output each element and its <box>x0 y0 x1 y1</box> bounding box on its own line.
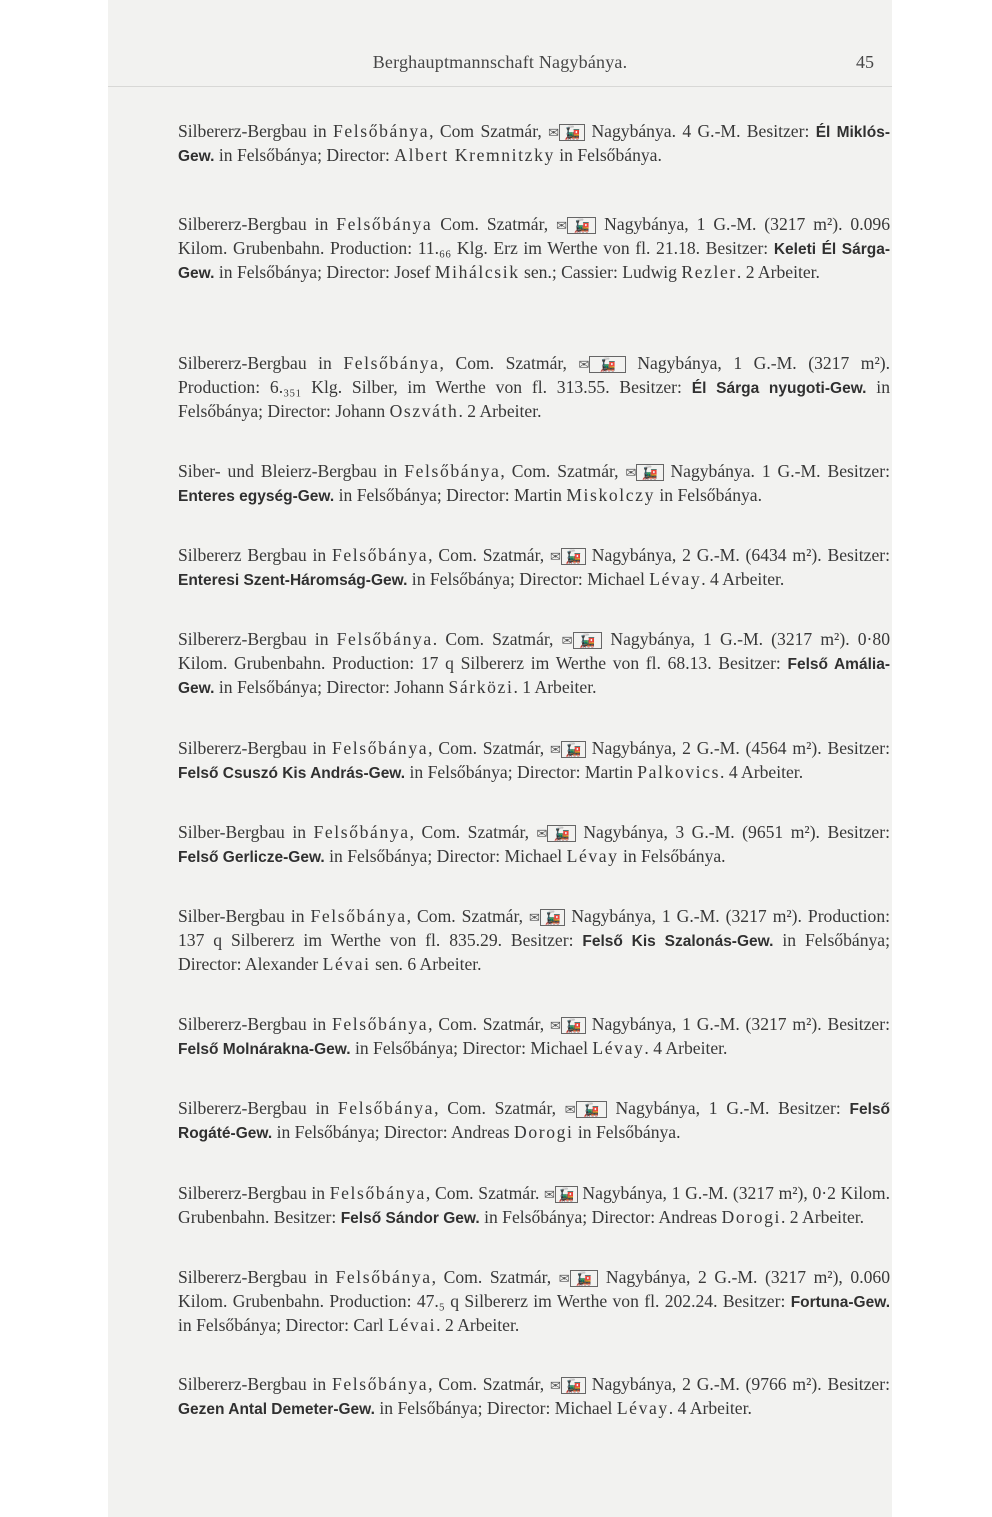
entry-text: . 4 Arbeiter. <box>644 1038 728 1058</box>
place-name: Felsőbánya <box>336 629 433 649</box>
railway-station-icon: 🚂 <box>555 1186 578 1203</box>
post-office-icon: ✉ <box>548 125 560 140</box>
entry-text: , Com. Szatmár, <box>428 738 550 758</box>
place-name: Felsőbánya <box>313 822 410 842</box>
entry-text: in Felsőbánya. <box>554 145 662 165</box>
person-name: Lévai <box>322 954 371 974</box>
owner-name: Fortuna-Gew. <box>790 1294 890 1311</box>
entry-text: in Felsőbánya; Director: Josef <box>214 262 435 282</box>
mine-entry <box>178 352 890 422</box>
entry-text: Silbererz-Bergbau in <box>178 738 332 758</box>
entry-text: Siber- und Bleierz-Bergbau in <box>178 461 405 481</box>
entry-text: in Felsőbánya; Director: Andreas <box>479 1207 722 1227</box>
entry-text: Silbererz-Bergbau in <box>178 353 344 373</box>
post-office-icon: ✉ <box>544 1187 555 1202</box>
entry-text: Nagybánya, 1 G.-M. (3217 m²). 0.096 Kilom. Grubenbahn. Production: 11.₆₆ Klg. Erz im Werthe von fl. 21.18. Besitzer: <box>178 214 890 258</box>
railway-station-icon: 🚂 <box>567 217 596 234</box>
owner-name: Felső Csuszó Kis András-Gew. <box>178 765 406 782</box>
place-name: Felsőbánya <box>329 1183 426 1203</box>
mine-entry <box>178 628 890 700</box>
person-name: Rezler <box>681 262 737 282</box>
owner-name: Felső Amália-Gew. <box>178 656 890 697</box>
entry-text: Nagybánya, 1 G.-M. (3217 m²). Production: 137 q Silbererz im Werthe von fl. 835.29. Besitzer: <box>178 906 891 950</box>
entry-text: . Com. Szatmár, <box>432 629 562 649</box>
place-name: Felsőbánya <box>331 738 429 758</box>
person-name: Sárközi <box>448 677 514 697</box>
page <box>108 0 892 1517</box>
entry-text: , Com. Szatmár, <box>434 1098 565 1118</box>
place-name: Felsőbánya <box>336 214 433 234</box>
owner-name: Él Miklós-Gew. <box>178 124 890 165</box>
entry-text: Nagybánya, 2 G.-M. (4564 m²). Besitzer: <box>585 738 890 758</box>
entry-text: , Com. Szatmár, <box>428 1374 550 1394</box>
place-name: Felsőbánya <box>404 461 501 481</box>
railway-station-icon: 🚂 <box>561 1377 586 1394</box>
page-number: 45 <box>856 52 874 72</box>
entry-text: Nagybánya. 4 G.-M. Besitzer: <box>585 121 816 141</box>
entry-text: Silbererz-Bergbau in <box>178 1374 332 1394</box>
entry-text: Silbererz-Bergbau in <box>178 629 337 649</box>
entry-text: . 4 Arbeiter. <box>668 1398 752 1418</box>
place-name: Felsőbánya <box>331 1374 429 1394</box>
entry-text: , Com. Szatmár, <box>500 461 626 481</box>
railway-station-icon: 🚂 <box>561 741 586 758</box>
mine-entry <box>178 821 890 869</box>
entry-text: Nagybánya, 3 G.-M. (9651 m²). Besitzer: <box>575 822 890 842</box>
owner-name: Felső Sándor Gew. <box>340 1210 480 1227</box>
entry-text: Silbererz-Bergbau in <box>178 1014 332 1034</box>
mine-entry <box>178 213 890 285</box>
railway-station-icon: 🚂 <box>547 825 575 842</box>
owner-name: Enteresi Szent-Háromság-Gew. <box>178 572 408 589</box>
post-office-icon: ✉ <box>564 1102 576 1117</box>
header-rule <box>108 86 892 87</box>
entry-text: in Felsőbánya; Director: Johann <box>214 677 449 697</box>
person-name: Palkovics <box>637 762 721 782</box>
owner-name: Felső Kis Szalonás-Gew. <box>582 933 774 950</box>
place-name: Felsőbánya <box>337 1098 435 1118</box>
entry-text: . 4 Arbeiter. <box>701 569 785 589</box>
person-name: Lévay <box>649 569 702 589</box>
mine-entry <box>178 737 890 785</box>
entry-text: Nagybánya, 2 G.-M. (3217 m²), 0.060 Kilom. Grubenbahn. Production: 47.₅ q Silbererz im Werthe von fl. 202.24. Besitzer: <box>178 1267 890 1311</box>
entry-text: Nagybánya, 1 G.-M. (3217 m²). 0·80 Kilom. Grubenbahn. Production: 17 q Silbererz im Werthe von fl. 68.13. Besitzer: <box>178 629 890 673</box>
entry-text: in Felsőbánya. <box>573 1122 681 1142</box>
entry-text: in Felsőbánya; Director: Michael <box>374 1398 617 1418</box>
entry-text: , Com. Szatmár, <box>428 545 550 565</box>
railway-station-icon: 🚂 <box>573 632 603 649</box>
entry-text: in Felsőbánya; Director: Carl <box>178 1315 389 1335</box>
entry-text: Silbererz Bergbau in <box>178 545 332 565</box>
person-name: Mihálcsik <box>434 262 520 282</box>
mine-entry <box>178 120 890 168</box>
post-office-icon: ✉ <box>549 1378 561 1393</box>
entry-text: sen. 6 Arbeiter. <box>370 954 482 974</box>
owner-name: Enteres egység-Gew. <box>178 488 335 505</box>
entry-text: sen.; Cassier: Ludwig <box>519 262 682 282</box>
post-office-icon: ✉ <box>561 633 573 648</box>
entry-text: . 2 Arbeiter. <box>780 1207 865 1227</box>
owner-name: Felső Molnárakna-Gew. <box>178 1041 351 1058</box>
railway-station-icon: 🚂 <box>576 1101 607 1118</box>
entry-text: Silbererz-Bergbau in <box>178 1098 338 1118</box>
person-name: Lévay <box>616 1398 669 1418</box>
entry-text: in Felsőbánya. <box>655 485 763 505</box>
person-name: Lévay <box>566 846 619 866</box>
entry-text: . 1 Arbeiter. <box>513 677 597 697</box>
railway-station-icon: 🚂 <box>559 124 585 141</box>
entry-text: , Com. Szatmár, <box>428 1014 550 1034</box>
entry-text: , Com. Szatmár, <box>439 353 579 373</box>
entry-text: . 4 Arbeiter. <box>720 762 804 782</box>
entry-text: Silbererz-Bergbau in <box>178 1267 336 1287</box>
entry-text: , Com. Szatmár. <box>425 1183 545 1203</box>
mine-entry <box>178 1097 890 1145</box>
railway-station-icon: 🚂 <box>636 464 663 481</box>
entry-text: Nagybánya, 1 G.-M. (3217 m²). Besitzer: <box>585 1014 890 1034</box>
person-name: Dorogi <box>721 1207 781 1227</box>
entry-text: Nagybánya, 2 G.-M. (6434 m²). Besitzer: <box>585 545 891 565</box>
person-name: Oszváth <box>389 401 459 421</box>
entry-text: , Com. Szatmár, <box>406 906 530 926</box>
entry-text: . 2 Arbeiter. <box>736 262 820 282</box>
person-name: Lévai <box>388 1315 437 1335</box>
entry-text: Nagybánya, 1 G.-M. (3217 m²), 0·2 Kilom. Grubenbahn. Besitzer: <box>178 1183 890 1227</box>
entry-text: Silbererz-Bergbau in <box>178 121 334 141</box>
entry-text: in Felsőbánya; Director: Alexander <box>178 930 890 974</box>
mine-entry <box>178 905 890 975</box>
entry-text: . 2 Arbeiter. <box>458 401 542 421</box>
entry-text: in Felsőbánya; Director: Martin <box>405 762 638 782</box>
place-name: Felsőbánya <box>343 353 440 373</box>
post-office-icon: ✉ <box>549 1018 561 1033</box>
post-office-icon: ✉ <box>558 1271 570 1286</box>
railway-station-icon: 🚂 <box>561 1017 586 1034</box>
entry-text: , Com. Szatmár, <box>409 822 537 842</box>
mine-entry <box>178 544 890 592</box>
railway-station-icon: 🚂 <box>561 548 586 565</box>
person-name: Albert Kremnitzky <box>394 145 555 165</box>
entry-text: , Com. Szatmár, <box>431 1267 559 1287</box>
entry-text: Nagybánya, 1 G.-M. Besitzer: <box>606 1098 850 1118</box>
railway-station-icon: 🚂 <box>589 356 625 373</box>
entry-text: Silbererz-Bergbau in <box>178 1183 330 1203</box>
post-office-icon: ✉ <box>536 826 548 841</box>
entry-text: Com. Szatmár, <box>432 214 557 234</box>
entry-text: in Felsőbánya; Director: Michael <box>350 1038 593 1058</box>
entry-text: in Felsőbánya; Director: Michael <box>407 569 650 589</box>
post-office-icon: ✉ <box>625 465 637 480</box>
railway-station-icon: 🚂 <box>540 909 565 926</box>
owner-name: Él Sárga nyugoti-Gew. <box>691 380 867 397</box>
person-name: Lévay <box>592 1038 645 1058</box>
place-name: Felsőbánya <box>310 906 407 926</box>
post-office-icon: ✉ <box>549 742 561 757</box>
entry-text: Nagybánya. 1 G.-M. Besitzer: <box>663 461 890 481</box>
person-name: Dorogi <box>514 1122 574 1142</box>
entry-text: in Felsőbánya; Director: Andreas <box>272 1122 515 1142</box>
post-office-icon: ✉ <box>529 910 540 925</box>
entry-text: Silber-Bergbau in <box>178 906 311 926</box>
mine-entry <box>178 1013 890 1061</box>
entry-text: Nagybánya, 1 G.-M. (3217 m²). Production: 6.₃₅₁ Klg. Silber, im Werthe von fl. 313.55. Besitzer: <box>178 353 890 397</box>
place-name: Felsőbánya <box>333 121 430 141</box>
person-name: Miskolczy <box>566 485 655 505</box>
post-office-icon: ✉ <box>556 218 567 233</box>
owner-name: Keleti Él Sárga-Gew. <box>178 241 890 282</box>
running-title: Berghauptmannschaft Nagybánya. <box>372 52 628 72</box>
post-office-icon: ✉ <box>549 549 561 564</box>
entry-text: in Felsőbánya; Director: Martin <box>334 485 567 505</box>
entry-text: in Felsőbánya. <box>618 846 726 866</box>
entry-text: Nagybánya, 2 G.-M. (9766 m²). Besitzer: <box>585 1374 890 1394</box>
owner-name: Gezen Antal Demeter-Gew. <box>178 1401 375 1418</box>
place-name: Felsőbánya <box>335 1267 432 1287</box>
entry-text: . 2 Arbeiter. <box>436 1315 520 1335</box>
mine-entry <box>178 1266 890 1336</box>
mine-entry <box>178 1373 890 1421</box>
mine-entry <box>178 460 890 508</box>
place-name: Felsőbánya <box>331 545 429 565</box>
entry-text: Silbererz-Bergbau in <box>178 214 337 234</box>
place-name: Felsőbánya <box>331 1014 429 1034</box>
entry-text: Silber-Bergbau in <box>178 822 314 842</box>
mine-entry <box>178 1182 890 1230</box>
entry-text: in Felsőbánya; Director: Johann <box>178 377 890 421</box>
railway-station-icon: 🚂 <box>570 1270 599 1287</box>
entry-text: in Felsőbánya; Director: <box>214 145 395 165</box>
entry-text: , Com Szatmár, <box>429 121 549 141</box>
page-header <box>108 52 892 76</box>
owner-name: Felső Rogáté-Gew. <box>178 1101 890 1142</box>
post-office-icon: ✉ <box>578 357 590 372</box>
entry-text: in Felsőbánya; Director: Michael <box>324 846 567 866</box>
owner-name: Felső Gerlicze-Gew. <box>178 849 325 866</box>
